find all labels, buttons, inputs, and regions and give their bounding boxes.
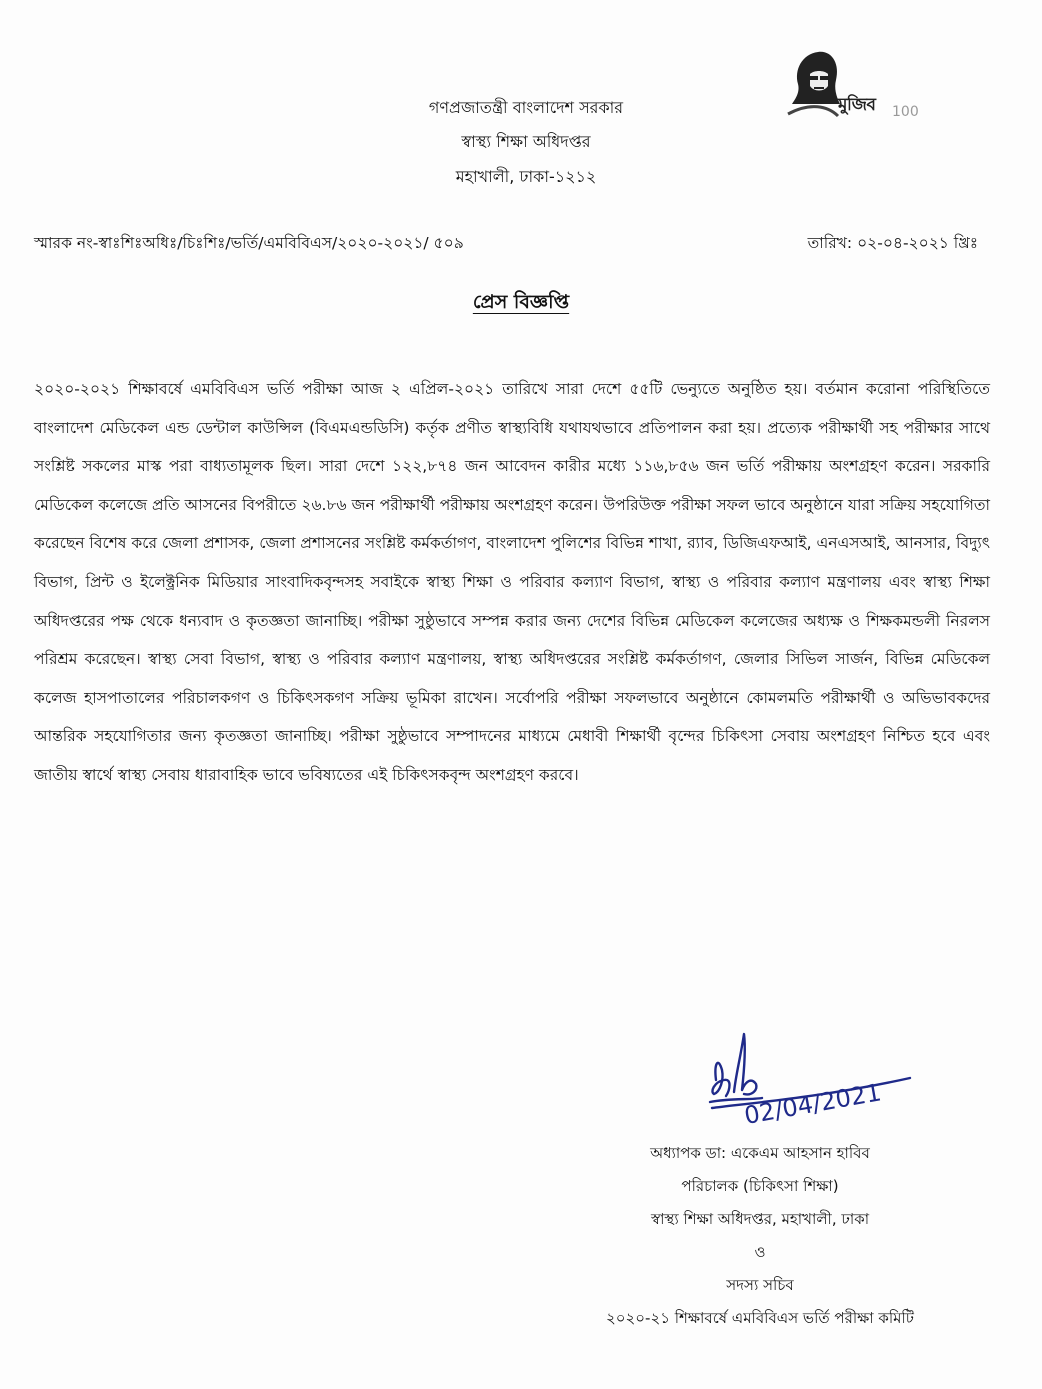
signatory-role: সদস্য সচিব	[726, 1276, 794, 1294]
header-address: মহাখালী, ঢাকা-১২১২	[455, 167, 597, 186]
header-government: গণপ্রজাতন্ত্রী বাংলাদেশ সরকার	[428, 98, 624, 117]
press-release-body: ২০২০-২০২১ শিক্ষাবর্ষে এমবিবিএস ভর্তি পরীক্ষা আজ ২ এপ্রিল-২০২১ তারিখে সারা দেশে ৫৫টি ভেন্যুতে অনুষ্ঠিত হয়। বর্তমান করোনা পরিস্থিতিতে বাংলাদেশ মেডিকেল এন্ড ডেন্টাল কাউন্সিল (বিএমএন্ডডিসি) কর্তৃক প্রণীত স্বাস্থ্যবিধি যথাযথভাবে প্রতিপালন করা হয়। প্রত্যেক পরীক্ষার্থী সহ পরীক্ষার সাথে সংশ্লিষ্ট সকলের মাস্ক পরা বাধ্যতামূলক ছিল। সারা দেশে ১২২,৮৭৪ জন আবেদন কারীর মধ্যে ১১৬,৮৫৬ জন ভর্তি পরীক্ষায় অংশগ্রহণ করেন। সরকারি মেডিকেল কলেজে প্রতি আসনের বিপরীতে ২৬.৮৬ জন পরীক্ষার্থী পরীক্ষায় অংশগ্রহণ করেন। উপরিউক্ত পরীক্ষা সফল ভাবে অনুষ্ঠানে যারা সক্রিয় সহযোগিতা করেছেন বিশেষ করে জেলা প্রশাসক, জেলা প্রশাসনের সংশ্লিষ্ট কর্মকর্তাগণ, বাংলাদেশ পুলিশের বিভিন্ন শাখা, র‍্যাব, ডিজিএফআই, এনএসআই, আনসার, বিদ্যুৎ বিভাগ, প্রিন্ট ও ইলেক্ট্রনিক মিডিয়ার সাংবাদিকবৃন্দসহ সবাইকে স্বাস্থ্য শিক্ষা ও পরিবার কল্যাণ বিভাগ, স্বাস্থ্য ও পরিবার কল্যাণ মন্ত্রণালয় এবং স্বাস্থ্য শিক্ষা অধিদপ্তরের পক্ষ থেকে ধন্যবাদ ও কৃতজ্ঞতা জানাচ্ছি। পরীক্ষা সুষ্ঠুভাবে সম্পন্ন করার জন্য দেশের বিভিন্ন মেডিকেল কলেজের অধ্যক্ষ ও শিক্ষকমন্ডলী নিরলস পরিশ্রম করেছেন। স্বাস্থ্য সেবা বিভাগ, স্বাস্থ্য ও পরিবার কল্যাণ মন্ত্রণালয়, স্বাস্থ্য অধিদপ্তরের সংশ্লিষ্ট কর্মকর্তাগণ, জেলার সিভিল সার্জন, বিভিন্ন মেডিকেল কলেজ হাসপাতালের পরিচালকগণ ও চিকিৎসকগণ সক্রিয় ভূমিকা রাখেন। সর্বোপরি পরীক্ষা সফলভাবে অনুষ্ঠানে কোমলমতি পরীক্ষার্থী ও অভিভাবকদের আন্তরিক সহযোগিতার জন্য কৃতজ্ঞতা জানাচ্ছি। পরীক্ষা সুষ্ঠুভাবে সম্পাদনের মাধ্যমে মেধাবী শিক্ষার্থী বৃন্দের চিকিৎসা সেবায় অংশগ্রহণ নিশ্চিত হবে এবং জাতীয় স্বার্থে স্বাস্থ্য সেবায় ধারাবাহিক ভাবে ভবিষ্যতের এই চিকিৎসকবৃন্দ অংশগ্রহণ করবে।	[34, 380, 990, 784]
logo-text: মুজিব	[838, 95, 876, 115]
handwritten-date: 02/04/2021	[742, 1078, 884, 1130]
signatory-designation: পরিচালক (চিকিৎসা শিক্ষা)	[681, 1177, 839, 1195]
memo-number: স্মারক নং-স্বাঃশিঃঅধিঃ/চিঃশিঃ/ভর্তি/এমবিবিএস/২০২০-২০২১/ ৫০৯	[34, 234, 464, 252]
signatory-committee: ২০২০-২১ শিক্ষাবর্ষে এমবিবিএস ভর্তি পরীক্ষা কমিটি	[606, 1309, 914, 1327]
header-department: স্বাস্থ্য শিক্ষা অধিদপ্তর	[461, 132, 591, 151]
handwritten-signature	[700, 1020, 930, 1130]
logo-number: 100	[892, 104, 919, 120]
signature-block	[560, 1137, 960, 1335]
issue-date: তারিখ: ০২-০৪-২০২১ খ্রিঃ	[807, 234, 978, 252]
document-title	[0, 288, 1042, 320]
signatory-office: স্বাস্থ্য শিক্ষা অধিদপ্তর, মহাখালী, ঢাকা	[650, 1210, 870, 1228]
title-text: প্রেস বিজ্ঞপ্তি	[472, 291, 570, 313]
signatory-conjunction: ও	[754, 1243, 766, 1261]
signatory-name: অধ্যাপক ডা: একেএম আহসান হাবিব	[650, 1144, 870, 1162]
